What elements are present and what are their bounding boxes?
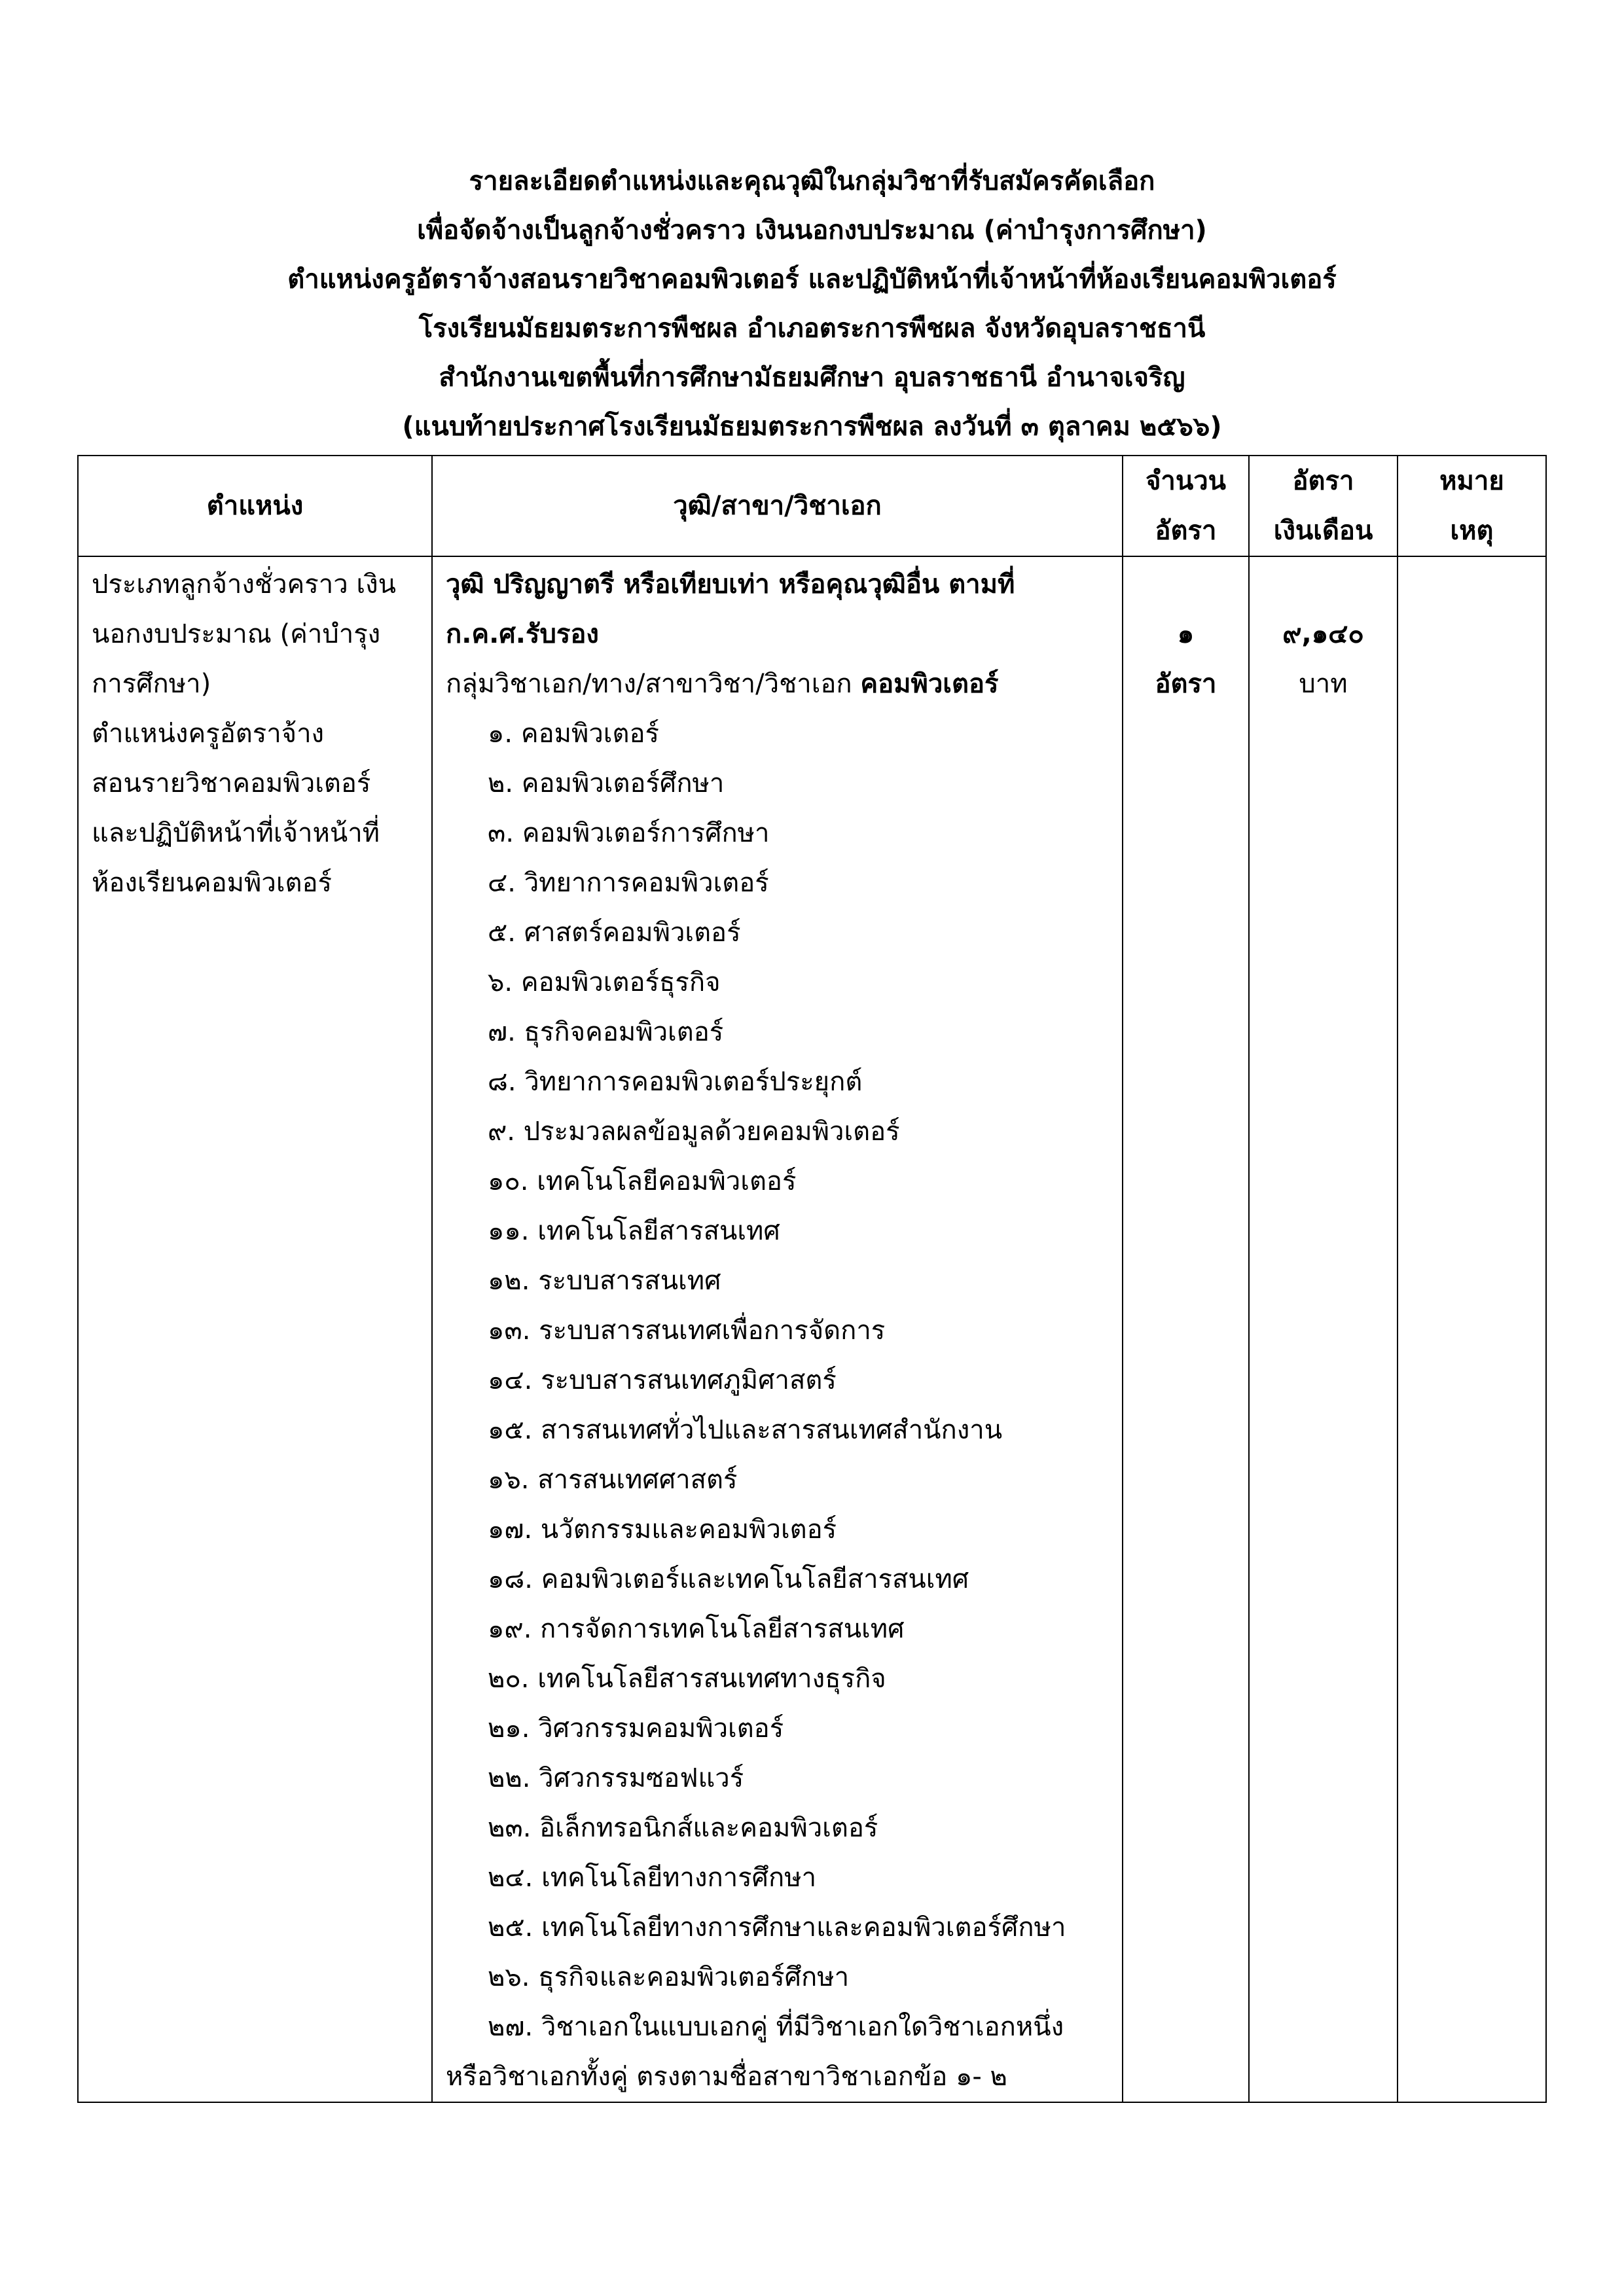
position-details-table [77, 455, 1547, 2103]
position-line: นอกงบประมาณ (ค่าบำรุง [92, 619, 381, 649]
major-item-double-cont: หรือวิชาเอกทั้งคู่ ตรงตามชื่อสาขาวิชาเอกข้อ ๑- ๒ [446, 2062, 1007, 2092]
major-item: ๒๓. อิเล็กทรอนิกส์และคอมพิวเตอร์ [488, 1813, 878, 1843]
degree-line: วุฒิ ปริญญาตรี หรือเทียบเท่า หรือคุณวุฒิอื่น ตามที่ [446, 569, 1015, 600]
major-item: ๑๐. เทคโนโลยีคอมพิวเตอร์ [488, 1166, 797, 1196]
header-remark: หมาย เหตุ [1398, 456, 1546, 556]
major-item: ๑๑. เทคโนโลยีสารสนเทศ [488, 1216, 780, 1246]
heading-line-1: รายละเอียดตำแหน่งและคุณวุฒิในกลุ่มวิชาที่รับสมัครคัดเลือก [469, 166, 1155, 196]
major-item: ๔. วิทยาการคอมพิวเตอร์ [488, 868, 769, 898]
major-item: ๑๓. ระบบสารสนเทศเพื่อการจัดการ [488, 1316, 886, 1346]
salary-cell [1249, 556, 1398, 2102]
major-item: ๘. วิทยาการคอมพิวเตอร์ประยุกต์ [488, 1067, 863, 1097]
major-item: ๒. คอมพิวเตอร์ศึกษา [488, 768, 725, 798]
count-unit: อัตรา [1155, 669, 1217, 699]
remark-cell [1398, 556, 1546, 2102]
count-value: ๑ [1177, 619, 1195, 649]
major-item: ๒๕. เทคโนโลยีทางการศึกษาและคอมพิวเตอร์ศึกษา [488, 1912, 1066, 1943]
major-item: ๑๔. ระบบสารสนเทศภูมิศาสตร์ [488, 1365, 837, 1395]
document-heading [0, 157, 1624, 452]
major-item: ๑๗. นวัตกรรมและคอมพิวเตอร์ [488, 1515, 837, 1545]
major-item: ๑๖. สารสนเทศศาสตร์ [488, 1465, 738, 1495]
position-line: ห้องเรียนคอมพิวเตอร์ [92, 868, 332, 898]
position-line: การศึกษา) [92, 669, 211, 699]
major-item: ๑๙. การจัดการเทคโนโลยีสารสนเทศ [488, 1614, 905, 1644]
heading-line-2: เพื่อจัดจ้างเป็นลูกจ้างชั่วคราว เงินนอกงบประมาณ (ค่าบำรุงการศึกษา) [417, 215, 1207, 245]
position-line: และปฏิบัติหน้าที่เจ้าหน้าที่ [92, 818, 380, 848]
header-position: ตำแหน่ง [78, 456, 432, 556]
major-item: ๖. คอมพิวเตอร์ธุรกิจ [488, 967, 721, 997]
header-count: จำนวน อัตรา [1123, 456, 1249, 556]
major-item: ๒๑. วิศวกรรมคอมพิวเตอร์ [488, 1713, 784, 1744]
position-cell [78, 556, 432, 2102]
major-item: ๒๐. เทคโนโลยีสารสนเทศทางธุรกิจ [488, 1664, 886, 1694]
majors-list [446, 709, 1122, 2002]
major-item: ๗. ธุรกิจคอมพิวเตอร์ [488, 1017, 724, 1047]
major-item: ๑๘. คอมพิวเตอร์และเทคโนโลยีสารสนเทศ [488, 1564, 969, 1594]
position-line: ตำแหน่งครูอัตราจ้าง [92, 719, 325, 749]
degree-line: ก.ค.ศ.รับรอง [446, 619, 599, 649]
header-salary: อัตรา เงินเดือน [1249, 456, 1398, 556]
major-item: ๑๒. ระบบสารสนเทศ [488, 1266, 721, 1296]
subject-group-prefix: กลุ่มวิชาเอก/ทาง/สาขาวิชา/วิชาเอก [446, 669, 861, 699]
header-qualification: วุฒิ/สาขา/วิชาเอก [432, 456, 1123, 556]
qualification-cell [432, 556, 1123, 2102]
major-item: ๒๔. เทคโนโลยีทางการศึกษา [488, 1863, 817, 1893]
salary-unit: บาท [1299, 669, 1348, 699]
major-item: ๙. ประมวลผลข้อมูลด้วยคอมพิวเตอร์ [488, 1117, 900, 1147]
position-line: สอนรายวิชาคอมพิวเตอร์ [92, 768, 371, 798]
major-item: ๑. คอมพิวเตอร์ [488, 719, 659, 749]
position-line: ประเภทลูกจ้างชั่วคราว เงิน [92, 569, 396, 600]
major-item: ๓. คอมพิวเตอร์การศึกษา [488, 818, 770, 848]
subject-group-line [446, 659, 1122, 709]
major-item: ๑๕. สารสนเทศทั่วไปและสารสนเทศสำนักงาน [488, 1415, 1003, 1445]
salary-value: ๙,๑๔๐ [1282, 619, 1364, 649]
heading-line-3: ตำแหน่งครูอัตราจ้างสอนรายวิชาคอมพิวเตอร์ และปฏิบัติหน้าที่เจ้าหน้าที่ห้องเรียนคอมพิวเตอร์ [287, 264, 1337, 295]
heading-line-6: (แนบท้ายประกาศโรงเรียนมัธยมตระการพืชผล ลงวันที่ ๓ ตุลาคม ๒๕๖๖) [402, 412, 1222, 442]
table-row [78, 556, 1546, 2102]
table-header-row [78, 456, 1546, 556]
major-item-double: ๒๗. วิชาเอกในแบบเอกคู่ ที่มีวิชาเอกใดวิชาเอกหนึ่ง [488, 2012, 1064, 2042]
subject-group-name: คอมพิวเตอร์ [860, 669, 999, 699]
heading-line-4: โรงเรียนมัธยมตระการพืชผล อำเภอตระการพืชผล จังหวัดอุบลราชธานี [418, 314, 1206, 344]
major-item: ๕. ศาสตร์คอมพิวเตอร์ [488, 918, 741, 948]
heading-line-5: สำนักงานเขตพื้นที่การศึกษามัธยมศึกษา อุบลราชธานี อำนาจเจริญ [439, 363, 1185, 393]
major-item: ๒๒. วิศวกรรมซอฟแวร์ [488, 1763, 744, 1793]
count-cell [1123, 556, 1249, 2102]
major-item: ๒๖. ธุรกิจและคอมพิวเตอร์ศึกษา [488, 1962, 850, 1992]
